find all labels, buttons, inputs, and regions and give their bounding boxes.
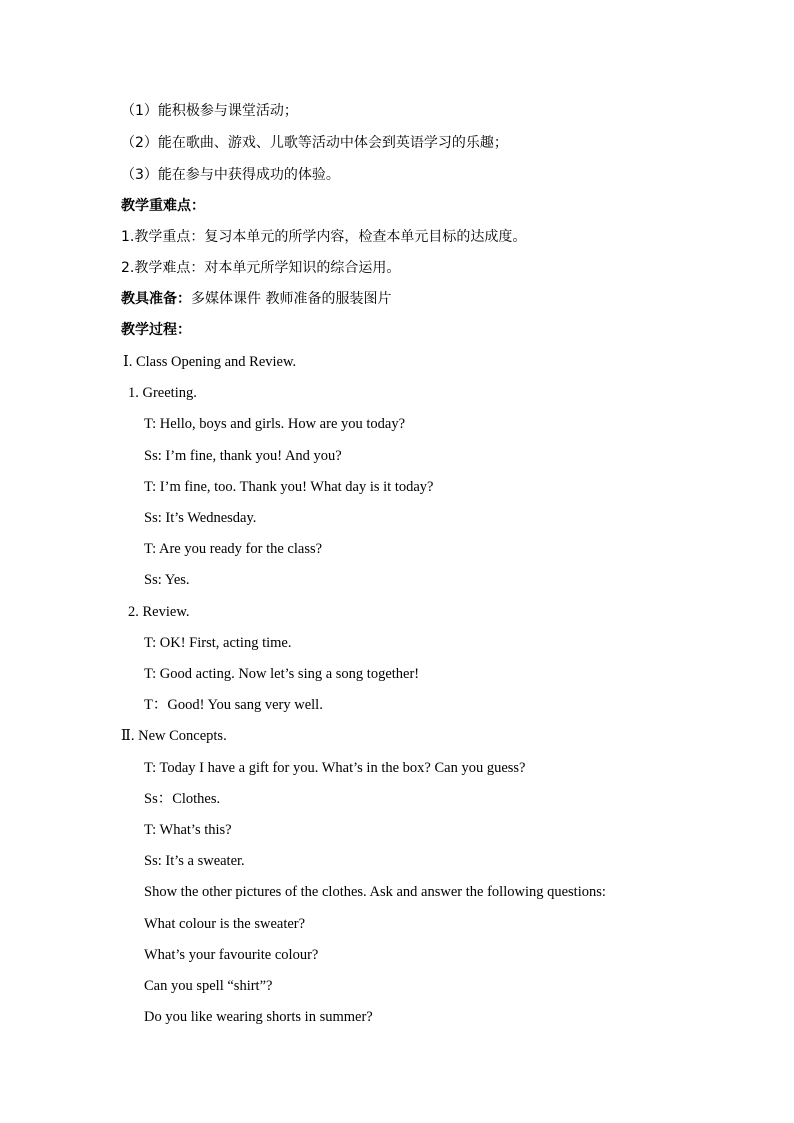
dialogue-line: Ss: I’m fine, thank you! And you? — [144, 448, 342, 464]
dialogue-line: T: Today I have a gift for you. What’s in the box? Can you guess? — [144, 760, 526, 776]
instruction-line: Show the other pictures of the clothes. Ask and answer the following questions: — [144, 884, 606, 900]
dialogue-line: T: What’s this? — [144, 822, 232, 838]
key-points-heading: 教学重难点： — [121, 198, 205, 214]
question-line: Can you spell “shirt”? — [144, 978, 273, 994]
dialogue-line: Ss: It’s a sweater. — [144, 853, 245, 869]
dialogue-line: T: Hello, boys and girls. How are you today? — [144, 416, 406, 432]
dialogue-line: T: Good acting. Now let’s sing a song together! — [144, 666, 420, 682]
objective-3: （3）能在参与中获得成功的体验。 — [121, 167, 340, 183]
dialogue-line: T：Good! You sang very well. — [144, 697, 323, 713]
objective-2: （2）能在歌曲、游戏、儿歌等活动中体会到英语学习的乐趣； — [121, 135, 508, 151]
process-heading: 教学过程： — [121, 322, 191, 338]
dialogue-line: Ss: Yes. — [144, 572, 190, 588]
materials-text: 多媒体课件 教师准备的服装图片 — [191, 291, 392, 307]
dialogue-line: Ss：Clothes. — [144, 791, 221, 807]
section-2-title: Ⅱ. New Concepts. — [121, 728, 227, 744]
materials-line — [121, 290, 391, 308]
dialogue-line: T: OK! First, acting time. — [144, 635, 292, 651]
objective-1: （1）能积极参与课堂活动； — [121, 103, 298, 119]
dialogue-line: T: Are you ready for the class? — [144, 541, 323, 557]
step-2-title: 2. Review. — [128, 604, 190, 620]
materials-label: 教具准备： — [121, 291, 191, 307]
key-point-2: 2.教学难点：对本单元所学知识的综合运用。 — [121, 260, 401, 276]
step-1-title: 1. Greeting. — [128, 385, 197, 401]
dialogue-line: Ss: It’s Wednesday. — [144, 510, 257, 526]
key-point-1: 1.教学重点：复习本单元的所学内容，检查本单元目标的达成度。 — [121, 229, 527, 245]
question-line: Do you like wearing shorts in summer? — [144, 1009, 373, 1025]
question-line: What’s your favourite colour? — [144, 947, 319, 963]
question-line: What colour is the sweater? — [144, 916, 306, 932]
section-1-title: Ⅰ. Class Opening and Review. — [123, 354, 297, 370]
dialogue-line: T: I’m fine, too. Thank you! What day is it today? — [144, 479, 434, 495]
